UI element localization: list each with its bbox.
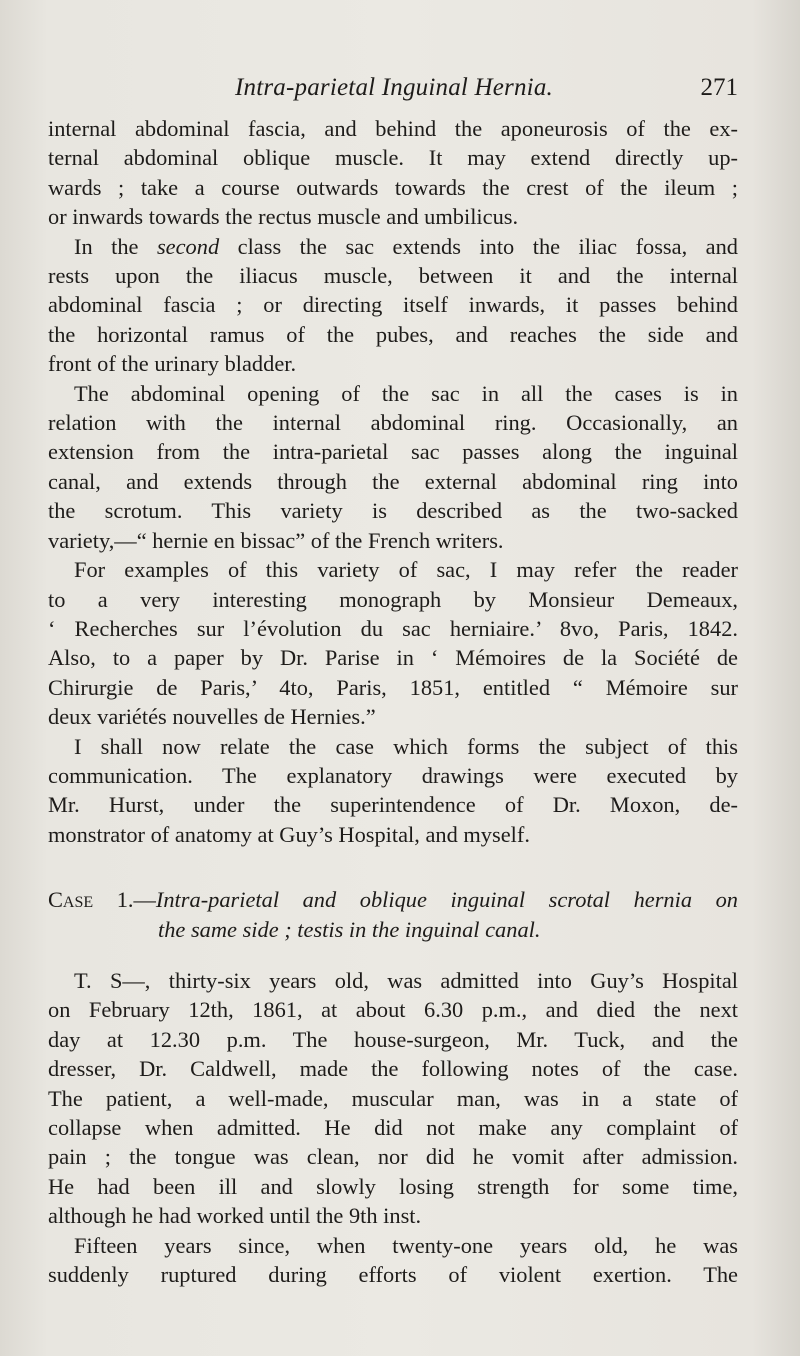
case-title-line: the same side ; testis in the inguinal canal. [158,916,541,942]
text-line: wards ; take a course outwards towards the crest of the ileum ; [48,174,738,200]
text-line: rests upon the iliacus muscle, between it and the internal [48,263,738,289]
paragraph-5 [48,732,738,850]
text-line: pain ; the tongue was clean, nor did he vomit after admission. [48,1144,738,1170]
case-label: Case 1. [48,887,134,913]
text-line: relation with the internal abdominal ring. Occasionally, an [48,410,738,436]
text-line: ‘ Recherches sur l’évolution du sac herniaire.’ 8vo, Paris, 1842. [48,615,738,641]
text-line: the horizontal ramus of the pubes, and reaches the side and [48,321,738,347]
text-line: internal abdominal fascia, and behind the aponeurosis of the ex- [48,116,738,141]
paragraph-4 [48,555,738,731]
text-line: Also, to a paper by Dr. Parise in ‘ Mémoires de la Société de [48,645,738,671]
text-line: dresser, Dr. Caldwell, made the following notes of the case. [48,1056,738,1082]
text-line: communication. The explanatory drawings were executed by [48,762,738,788]
body-text [48,114,738,1289]
text-line: abdominal fascia ; or directing itself inwards, it passes behind [48,292,738,318]
running-head [48,70,740,106]
emphasis-second: second [156,233,220,259]
text-line: Mr. Hurst, under the superintendence of Dr. Moxon, de- [48,792,738,818]
text-line: collapse when admitted. He did not make any complaint of [48,1115,738,1140]
case-title: Intra-parietal and oblique inguinal scrotal hernia on [155,887,738,913]
text-line: front of the urinary bladder. [48,351,297,377]
text-line: I shall now relate the case which forms the subject of this [74,733,738,759]
text-run: In the [74,233,157,259]
text-line: Chirurgie de Paris,’ 4to, Paris, 1851, entitled “ Mémoire sur [48,674,738,700]
text-line: The patient, a well-made, muscular man, was in a state of [48,1085,738,1111]
text-line: canal, and extends through the external abdominal ring into [48,468,738,494]
text-run: class the sac extends into the iliac fossa, and [219,233,738,259]
paragraph-3 [48,379,738,555]
text-line: variety,—“ hernie en bissac” of the French writers. [48,527,504,553]
text-line: He had been ill and slowly losing strength for some time, [48,1173,738,1199]
text-line: extension from the intra-parietal sac passes along the inguinal [48,439,738,465]
case-dash: — [133,887,156,913]
text-line: For examples of this variety of sac, I may refer the reader [74,557,738,583]
text-line: T. S—, thirty-six years old, was admitted into Guy’s Hospital [74,967,738,993]
text-line: to a very interesting monograph by Monsieur Demeaux, [48,586,738,612]
text-line [48,232,738,261]
case-heading-line [48,885,738,914]
text-line: Fifteen years since, when twenty-one years old, he was [74,1232,738,1258]
text-line: ternal abdominal oblique muscle. It may extend directly up- [48,145,738,171]
text-line: on February 12th, 1861, at about 6.30 p.m., and died the next [48,997,738,1023]
text-line: deux variétés nouvelles de Hernies.” [48,704,376,730]
paragraph-6 [48,966,738,1231]
text-line: The abdominal opening of the sac in all the cases is in [74,380,738,406]
paragraph-7 [48,1231,738,1290]
case-heading [48,885,738,944]
text-line: suddenly ruptured during efforts of violent exertion. The [48,1262,738,1288]
running-title: Intra-parietal Inguinal Hernia. [235,74,553,101]
page-number: 271 [700,74,738,101]
text-line: the scrotum. This variety is described as the two-sacked [48,498,738,524]
text-line: or inwards towards the rectus muscle and umbilicus. [48,204,519,230]
text-line: although he had worked until the 9th inst. [48,1203,422,1229]
text-line: day at 12.30 p.m. The house-surgeon, Mr. Tuck, and the [48,1026,738,1052]
text-line: monstrator of anatomy at Guy’s Hospital, and myself. [48,821,530,847]
paragraph-1 [48,114,738,232]
paragraph-2 [48,232,738,379]
